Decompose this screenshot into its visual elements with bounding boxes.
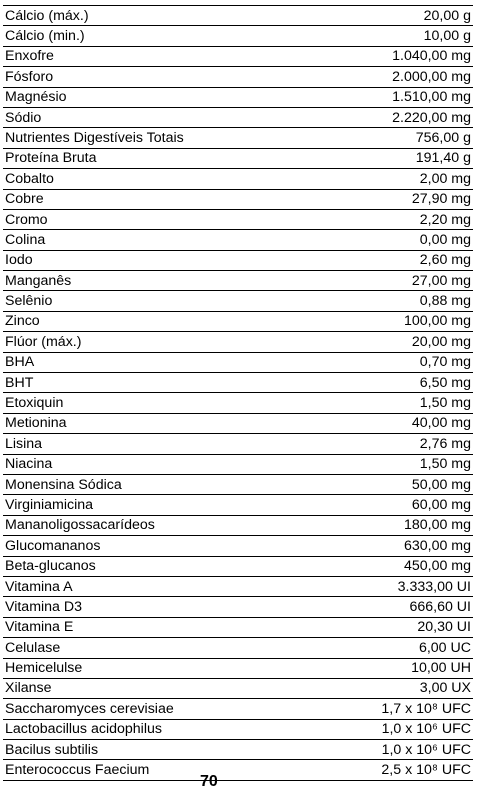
- table-row: [3, 659, 473, 679]
- nutrient-name: Virginiamicina: [5, 496, 94, 513]
- nutrient-value: 100,00 mg: [403, 313, 471, 330]
- nutrient-name: Lisina: [5, 435, 43, 452]
- table-row: [3, 26, 473, 46]
- nutrient-value: 1,50 mg: [419, 456, 471, 473]
- nutrient-name: Vitamina A: [5, 578, 73, 595]
- table-row: [3, 475, 473, 495]
- nutrient-value: 0,00 mg: [419, 231, 471, 248]
- nutrient-value: 20,00 mg: [411, 333, 471, 350]
- table-row: [3, 108, 473, 128]
- table-row: [3, 740, 473, 760]
- table-row: [3, 67, 473, 87]
- nutrient-name: Cobalto: [5, 170, 54, 187]
- nutrient-name: Iodo: [5, 252, 33, 269]
- nutrient-value: 6,50 mg: [419, 374, 471, 391]
- nutrient-value: 191,40 g: [415, 150, 471, 167]
- table-row: [3, 455, 473, 475]
- nutrient-name: BHT: [5, 374, 34, 391]
- table-row: [3, 169, 473, 189]
- table-row: [3, 332, 473, 352]
- nutrient-value: 1,7 x 10⁸ UFC: [381, 700, 471, 717]
- nutrient-value: 6,00 UC: [418, 639, 471, 656]
- table-row: [3, 577, 473, 597]
- nutrient-name: Beta-glucanos: [5, 558, 96, 575]
- table-row: [3, 679, 473, 699]
- nutrient-value: 10,00 g: [423, 27, 471, 44]
- nutrient-value: 666,60 UI: [409, 598, 471, 615]
- table-row: [3, 618, 473, 638]
- table-row: [3, 720, 473, 740]
- table-row: [3, 88, 473, 108]
- nutrient-value: 450,00 mg: [403, 558, 471, 575]
- nutrient-value: 27,00 mg: [411, 272, 471, 289]
- nutrient-table: [3, 5, 473, 781]
- nutrient-value: 1.510,00 mg: [392, 89, 471, 106]
- nutrient-name: Bacilus subtilis: [5, 741, 99, 758]
- nutrient-value: 2,60 mg: [419, 252, 471, 269]
- nutrient-name: Cromo: [5, 211, 48, 228]
- nutrient-name: Etoxiquin: [5, 395, 64, 412]
- nutrient-value: 27,90 mg: [411, 191, 471, 208]
- nutrient-value: 1,50 mg: [419, 395, 471, 412]
- nutrient-name: Fósforo: [5, 68, 54, 85]
- nutrient-value: 2,00 mg: [419, 170, 471, 187]
- nutrient-name: Metionina: [5, 415, 67, 432]
- table-row: [3, 434, 473, 454]
- nutrient-name: Cálcio (máx.): [5, 7, 89, 24]
- table-row: [3, 597, 473, 617]
- nutrient-name: Niacina: [5, 456, 53, 473]
- table-row: [3, 699, 473, 719]
- nutrient-value: 3,00 UX: [419, 680, 471, 697]
- nutrient-name: Saccharomyces cerevisiae: [5, 700, 174, 717]
- table-row: [3, 128, 473, 148]
- table-row: [3, 536, 473, 556]
- nutrient-value: 20,00 g: [423, 7, 471, 24]
- nutrient-value: 0,88 mg: [419, 293, 471, 310]
- table-row: [3, 353, 473, 373]
- table-row: [3, 190, 473, 210]
- nutrient-value: 2,76 mg: [419, 435, 471, 452]
- nutrient-name: Celulase: [5, 639, 61, 656]
- nutrient-name: Xilanse: [5, 680, 52, 697]
- table-row: [3, 516, 473, 536]
- nutrient-name: BHA: [5, 354, 35, 371]
- table-row: [3, 6, 473, 26]
- nutrient-value: 180,00 mg: [403, 517, 471, 534]
- nutrient-name: Zinco: [5, 313, 40, 330]
- nutrient-name: Selênio: [5, 293, 53, 310]
- nutrient-name: Monensina Sódica: [5, 476, 122, 493]
- table-row: [3, 414, 473, 434]
- nutrient-value: 2,20 mg: [419, 211, 471, 228]
- table-row: [3, 291, 473, 311]
- nutrient-name: Flúor (máx.): [5, 333, 82, 350]
- table-row: [3, 760, 473, 780]
- nutrient-name: Vitamina E: [5, 619, 74, 636]
- table-row: [3, 251, 473, 271]
- nutrient-name: Magnésio: [5, 89, 67, 106]
- nutrient-value: 2,5 x 10⁸ UFC: [381, 762, 471, 779]
- nutrient-value: 60,00 mg: [411, 496, 471, 513]
- nutrient-value: 40,00 mg: [411, 415, 471, 432]
- nutrient-value: 630,00 mg: [403, 537, 471, 554]
- table-row: [3, 393, 473, 413]
- nutrient-name: Cobre: [5, 191, 44, 208]
- nutrient-name: Vitamina D3: [5, 598, 83, 615]
- nutrient-value: 2.000,00 mg: [392, 68, 471, 85]
- nutrient-value: 10,00 UH: [411, 660, 471, 677]
- nutrient-name: Cálcio (min.): [5, 27, 85, 44]
- table-row: [3, 149, 473, 169]
- table-row: [3, 495, 473, 515]
- nutrient-name: Hemicelulse: [5, 660, 83, 677]
- nutrient-value: 2.220,00 mg: [392, 109, 471, 126]
- nutrient-value: 1,0 x 10⁶ UFC: [381, 741, 471, 758]
- nutrient-value: 50,00 mg: [411, 476, 471, 493]
- nutrient-name: Enxofre: [5, 48, 54, 65]
- nutrient-name: Nutrientes Digestíveis Totais: [5, 129, 184, 146]
- nutrient-value: 3.333,00 UI: [397, 578, 471, 595]
- table-row: [3, 373, 473, 393]
- table-row: [3, 230, 473, 250]
- page-number: 70: [200, 773, 218, 790]
- table-row: [3, 47, 473, 67]
- nutrient-name: Lactobacillus acidophilus: [5, 721, 162, 738]
- nutrient-name: Proteína Bruta: [5, 150, 97, 167]
- nutrient-name: Enterococcus Faecium: [5, 762, 150, 779]
- table-row: [3, 638, 473, 658]
- table-row: [3, 557, 473, 577]
- nutrient-value: 1,0 x 10⁶ UFC: [381, 721, 471, 738]
- nutrient-name: Manganês: [5, 272, 72, 289]
- nutrient-name: Sódio: [5, 109, 42, 126]
- table-row: [3, 210, 473, 230]
- nutrient-name: Mananoligossacarídeos: [5, 517, 155, 534]
- table-row: [3, 312, 473, 332]
- nutrient-value: 20,30 UI: [417, 619, 471, 636]
- table-row: [3, 271, 473, 291]
- nutrient-value: 756,00 g: [415, 129, 471, 146]
- nutrient-name: Glucomananos: [5, 537, 101, 554]
- nutrient-name: Colina: [5, 231, 46, 248]
- nutrient-value: 1.040,00 mg: [392, 48, 471, 65]
- nutrient-value: 0,70 mg: [419, 354, 471, 371]
